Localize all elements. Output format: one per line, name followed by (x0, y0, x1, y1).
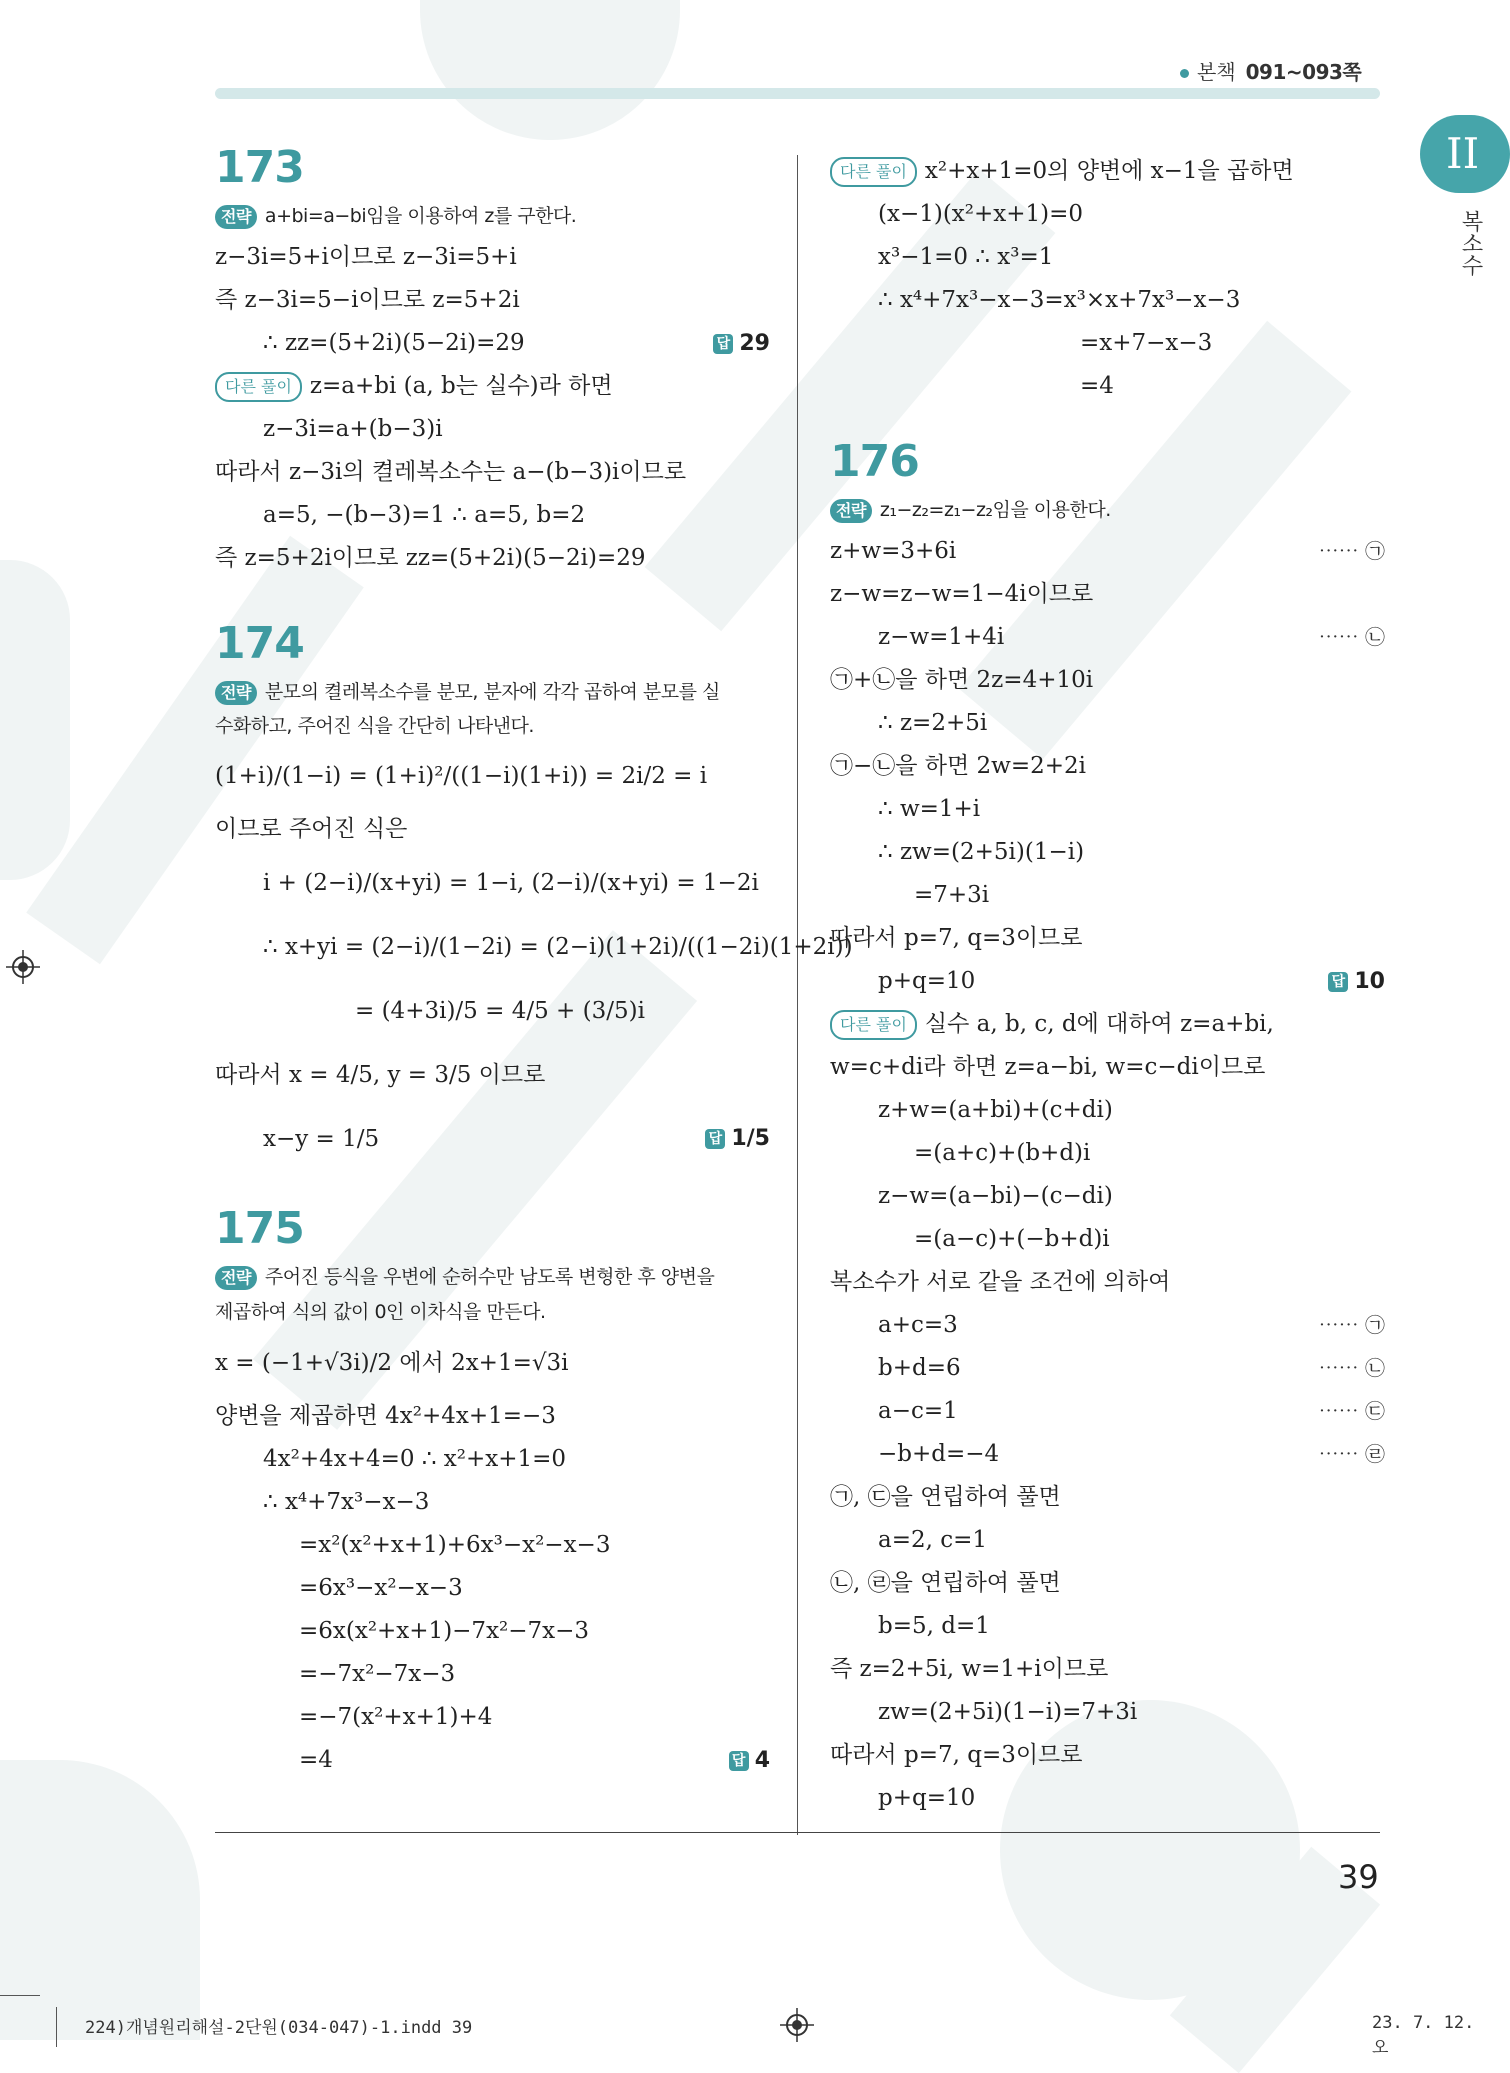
alt-solution-line: z−3i=a+(b−3)i (263, 416, 443, 442)
alt-solution-line: 즉 z=5+2i이므로 zz=(5+2i)(5−2i)=29 (215, 545, 646, 571)
watermark-shape (420, 0, 680, 140)
problem-number: 175 (215, 1203, 304, 1254)
right-column (830, 150, 1385, 1820)
problem-number: 176 (830, 436, 919, 487)
alt-solution-line: ∴ x⁴+7x³−x−3=x³×x+7x³−x−3 (878, 287, 1241, 313)
solution-line: =x²(x²+x+1)+6x³−x²−x−3 (299, 1532, 611, 1558)
alt-solution-line: 따라서 z−3i의 켤레복소수는 a−(b−3)i이므로 (215, 459, 687, 485)
alt-solution-line: =x+7−x−3 (1080, 330, 1213, 356)
page-range: 091~093쪽 (1245, 60, 1362, 84)
alt-solution-line: a=2, c=1 (878, 1527, 988, 1553)
solution-line: ∴ w=1+i (878, 796, 981, 822)
strategy-line: 전략 a+bi=a−bi임을 이용하여 z를 구한다. (215, 196, 770, 236)
answer-badge: 답 (705, 1129, 725, 1149)
alt-solution-line: a=5, −(b−3)=1 ∴ a=5, b=2 (263, 502, 586, 528)
textbook-page-reference (1180, 56, 1361, 85)
alt-solution-line: z+w=(a+bi)+(c+di) (878, 1097, 1113, 1123)
solution-line: =−7(x²+x+1)+4 (299, 1704, 493, 1730)
strategy-line: 수화하고, 주어진 식을 간단히 나타낸다. (215, 715, 534, 737)
alt-solution-line: x³−1=0 ∴ x³=1 (878, 244, 1054, 270)
bottom-rule (215, 1832, 1380, 1833)
alt-solution-line: 따라서 p=7, q=3이므로 (830, 1742, 1083, 1768)
alt-solution-line: =(a+c)+(b+d)i (914, 1140, 1091, 1166)
solution-line: =6x(x²+x+1)−7x²−7x−3 (299, 1618, 590, 1644)
strategy-badge: 전략 (215, 681, 257, 705)
alt-solution-line: 다른 풀이 z=a+bi (a, b는 실수)라 하면 (215, 365, 770, 408)
alt-solution-line: a+c=3 ⋯⋯ ㉠ (830, 1304, 1385, 1347)
answer-box: 답 1/5 (705, 1107, 770, 1171)
crop-mark (0, 1995, 40, 1996)
solution-line: z−w=z−w=1−4i이므로 (830, 581, 1094, 607)
strategy-line: 전략 분모의 켤레복소수를 분모, 분자에 각각 곱하여 분모를 실 (215, 672, 770, 712)
solution-line: 즉 z−3i=5−i이므로 z=5+2i (215, 287, 520, 313)
alt-solution-badge: 다른 풀이 (215, 372, 302, 402)
solution-line: ㉠+㉡을 하면 2z=4+10i (830, 667, 1094, 693)
alt-solution-line: −b+d=−4 ⋯⋯ ㉣ (830, 1433, 1385, 1476)
alt-solution-line: ㉡, ㉣을 연립하여 풀면 (830, 1570, 1061, 1596)
alt-solution-line: b=5, d=1 (878, 1613, 990, 1639)
solution-line: (1+i)/(1−i) = (1+i)²/((1−i)(1+i)) = 2i/2 = i (215, 763, 708, 789)
registration-mark-icon (6, 950, 40, 984)
equation-mark: ⋯⋯ ㉡ (1318, 1356, 1385, 1380)
solution-line: z−w=1+4i ⋯⋯ ㉡ (830, 616, 1385, 659)
answer-box: 답 10 (1328, 960, 1385, 1003)
solution-line: ∴ z=2+5i (878, 710, 988, 736)
solution-line: x = (−1+√3i)/2 에서 2x+1=√3i (215, 1350, 569, 1376)
alt-solution-line: ㉠, ㉢을 연립하여 풀면 (830, 1484, 1061, 1510)
alt-solution-line: 다른 풀이 x²+x+1=0의 양변에 x−1을 곱하면 (830, 150, 1385, 193)
solution-line: =−7x²−7x−3 (299, 1661, 456, 1687)
strategy-badge: 전략 (215, 1266, 257, 1290)
alt-solution-line: w=c+di라 하면 z=a−bi, w=c−di이므로 (830, 1054, 1266, 1080)
solution-line: z−3i=5+i이므로 z−3i=5+i (215, 244, 517, 270)
alt-solution-line: =4 (1080, 373, 1114, 399)
strategy-line: 전략 z₁−z₂=z₁−z₂임을 이용한다. (830, 490, 1385, 530)
problem-number: 173 (215, 142, 304, 193)
solution-line: p+q=10 답 10 (830, 960, 1385, 1003)
solution-line: =6x³−x²−x−3 (299, 1575, 463, 1601)
solution-line: i + (2−i)/(x+yi) = 1−i, (2−i)/(x+yi) = 1−2i (263, 870, 759, 896)
solution-line: =4 답 4 (215, 1739, 770, 1782)
solution-line: x−y = 1/5 답 1/5 (215, 1107, 770, 1171)
answer-box: 답 4 (729, 1739, 770, 1782)
alt-solution-line: =(a−c)+(−b+d)i (914, 1226, 1110, 1252)
watermark-shape (0, 1760, 200, 2040)
answer-badge: 답 (713, 334, 733, 354)
left-column (215, 140, 853, 1782)
solution-line: 4x²+4x+4=0 ∴ x²+x+1=0 (263, 1446, 567, 1472)
equation-mark: ⋯⋯ ㉢ (1318, 1399, 1385, 1423)
section-label: 본책 (1197, 60, 1236, 84)
answer-badge: 답 (1328, 972, 1348, 992)
bullet-icon (1180, 69, 1189, 78)
footer-date: 23. 7. 12. 오 (1372, 2013, 1475, 2058)
alt-solution-line: (x−1)(x²+x+1)=0 (878, 201, 1084, 227)
solution-line: 따라서 x = 4/5, y = 3/5 이므로 (215, 1062, 546, 1088)
alt-solution-line: 복소수가 서로 같을 조건에 의하여 (830, 1269, 1171, 1295)
page-number: 39 (1338, 1858, 1379, 1896)
strategy-line: 제곱하여 식의 값이 0인 이차식을 만든다. (215, 1301, 546, 1323)
solution-line: ∴ zw=(2+5i)(1−i) (878, 839, 1085, 865)
solution-line: =7+3i (914, 882, 990, 908)
answer-box: 답 29 (713, 322, 770, 365)
strategy-badge: 전략 (830, 499, 872, 523)
strategy-badge: 전략 (215, 205, 257, 229)
problem-number: 174 (215, 618, 304, 669)
chapter-name: 복소수 (1458, 210, 1483, 276)
equation-mark: ⋯⋯ ㉣ (1318, 1442, 1385, 1466)
column-divider (797, 155, 798, 1835)
solution-line: z+w=3+6i ⋯⋯ ㉠ (830, 530, 1385, 573)
alt-solution-line: b+d=6 ⋯⋯ ㉡ (830, 1347, 1385, 1390)
solution-line: 이므로 주어진 식은 (215, 816, 408, 842)
equation-mark: ⋯⋯ ㉡ (1318, 625, 1385, 649)
footer-file-name: 224)개념원리해설-2단원(034-047)-1.indd 39 (85, 2018, 473, 2038)
solution-line: = (4+3i)/5 = 4/5 + (3/5)i (355, 998, 645, 1024)
solution-line: 따라서 p=7, q=3이므로 (830, 925, 1083, 951)
alt-solution-line: p+q=10 (878, 1785, 976, 1811)
alt-solution-badge: 다른 풀이 (830, 1010, 917, 1040)
solution-line: ㉠−㉡을 하면 2w=2+2i (830, 753, 1087, 779)
chapter-tab: II (1420, 115, 1510, 193)
equation-mark: ⋯⋯ ㉠ (1318, 1313, 1385, 1337)
alt-solution-line: 즉 z=2+5i, w=1+i이므로 (830, 1656, 1109, 1682)
watermark-shape (0, 560, 70, 880)
equation-mark: ⋯⋯ ㉠ (1318, 539, 1385, 563)
strategy-line: 전략 주어진 등식을 우변에 순허수만 남도록 변형한 후 양변을 (215, 1257, 770, 1297)
alt-solution-line: a−c=1 ⋯⋯ ㉢ (830, 1390, 1385, 1433)
header-bar (215, 88, 1380, 99)
solution-line: ∴ zz=(5+2i)(5−2i)=29 답 29 (215, 322, 770, 365)
answer-badge: 답 (729, 1751, 749, 1771)
alt-solution-line: z−w=(a−bi)−(c−di) (878, 1183, 1113, 1209)
alt-solution-line: 다른 풀이 실수 a, b, c, d에 대하여 z=a+bi, (830, 1003, 1385, 1046)
solution-line: ∴ x+yi = (2−i)/(1−2i) = (2−i)(1+2i)/((1−2i)(1+2i)) (263, 934, 853, 960)
registration-mark-icon (780, 2008, 814, 2042)
alt-solution-badge: 다른 풀이 (830, 157, 917, 187)
solution-line: 양변을 제곱하면 4x²+4x+1=−3 (215, 1403, 556, 1429)
alt-solution-line: zw=(2+5i)(1−i)=7+3i (878, 1699, 1138, 1725)
crop-mark (56, 2007, 57, 2047)
solution-line: ∴ x⁴+7x³−x−3 (263, 1489, 430, 1515)
